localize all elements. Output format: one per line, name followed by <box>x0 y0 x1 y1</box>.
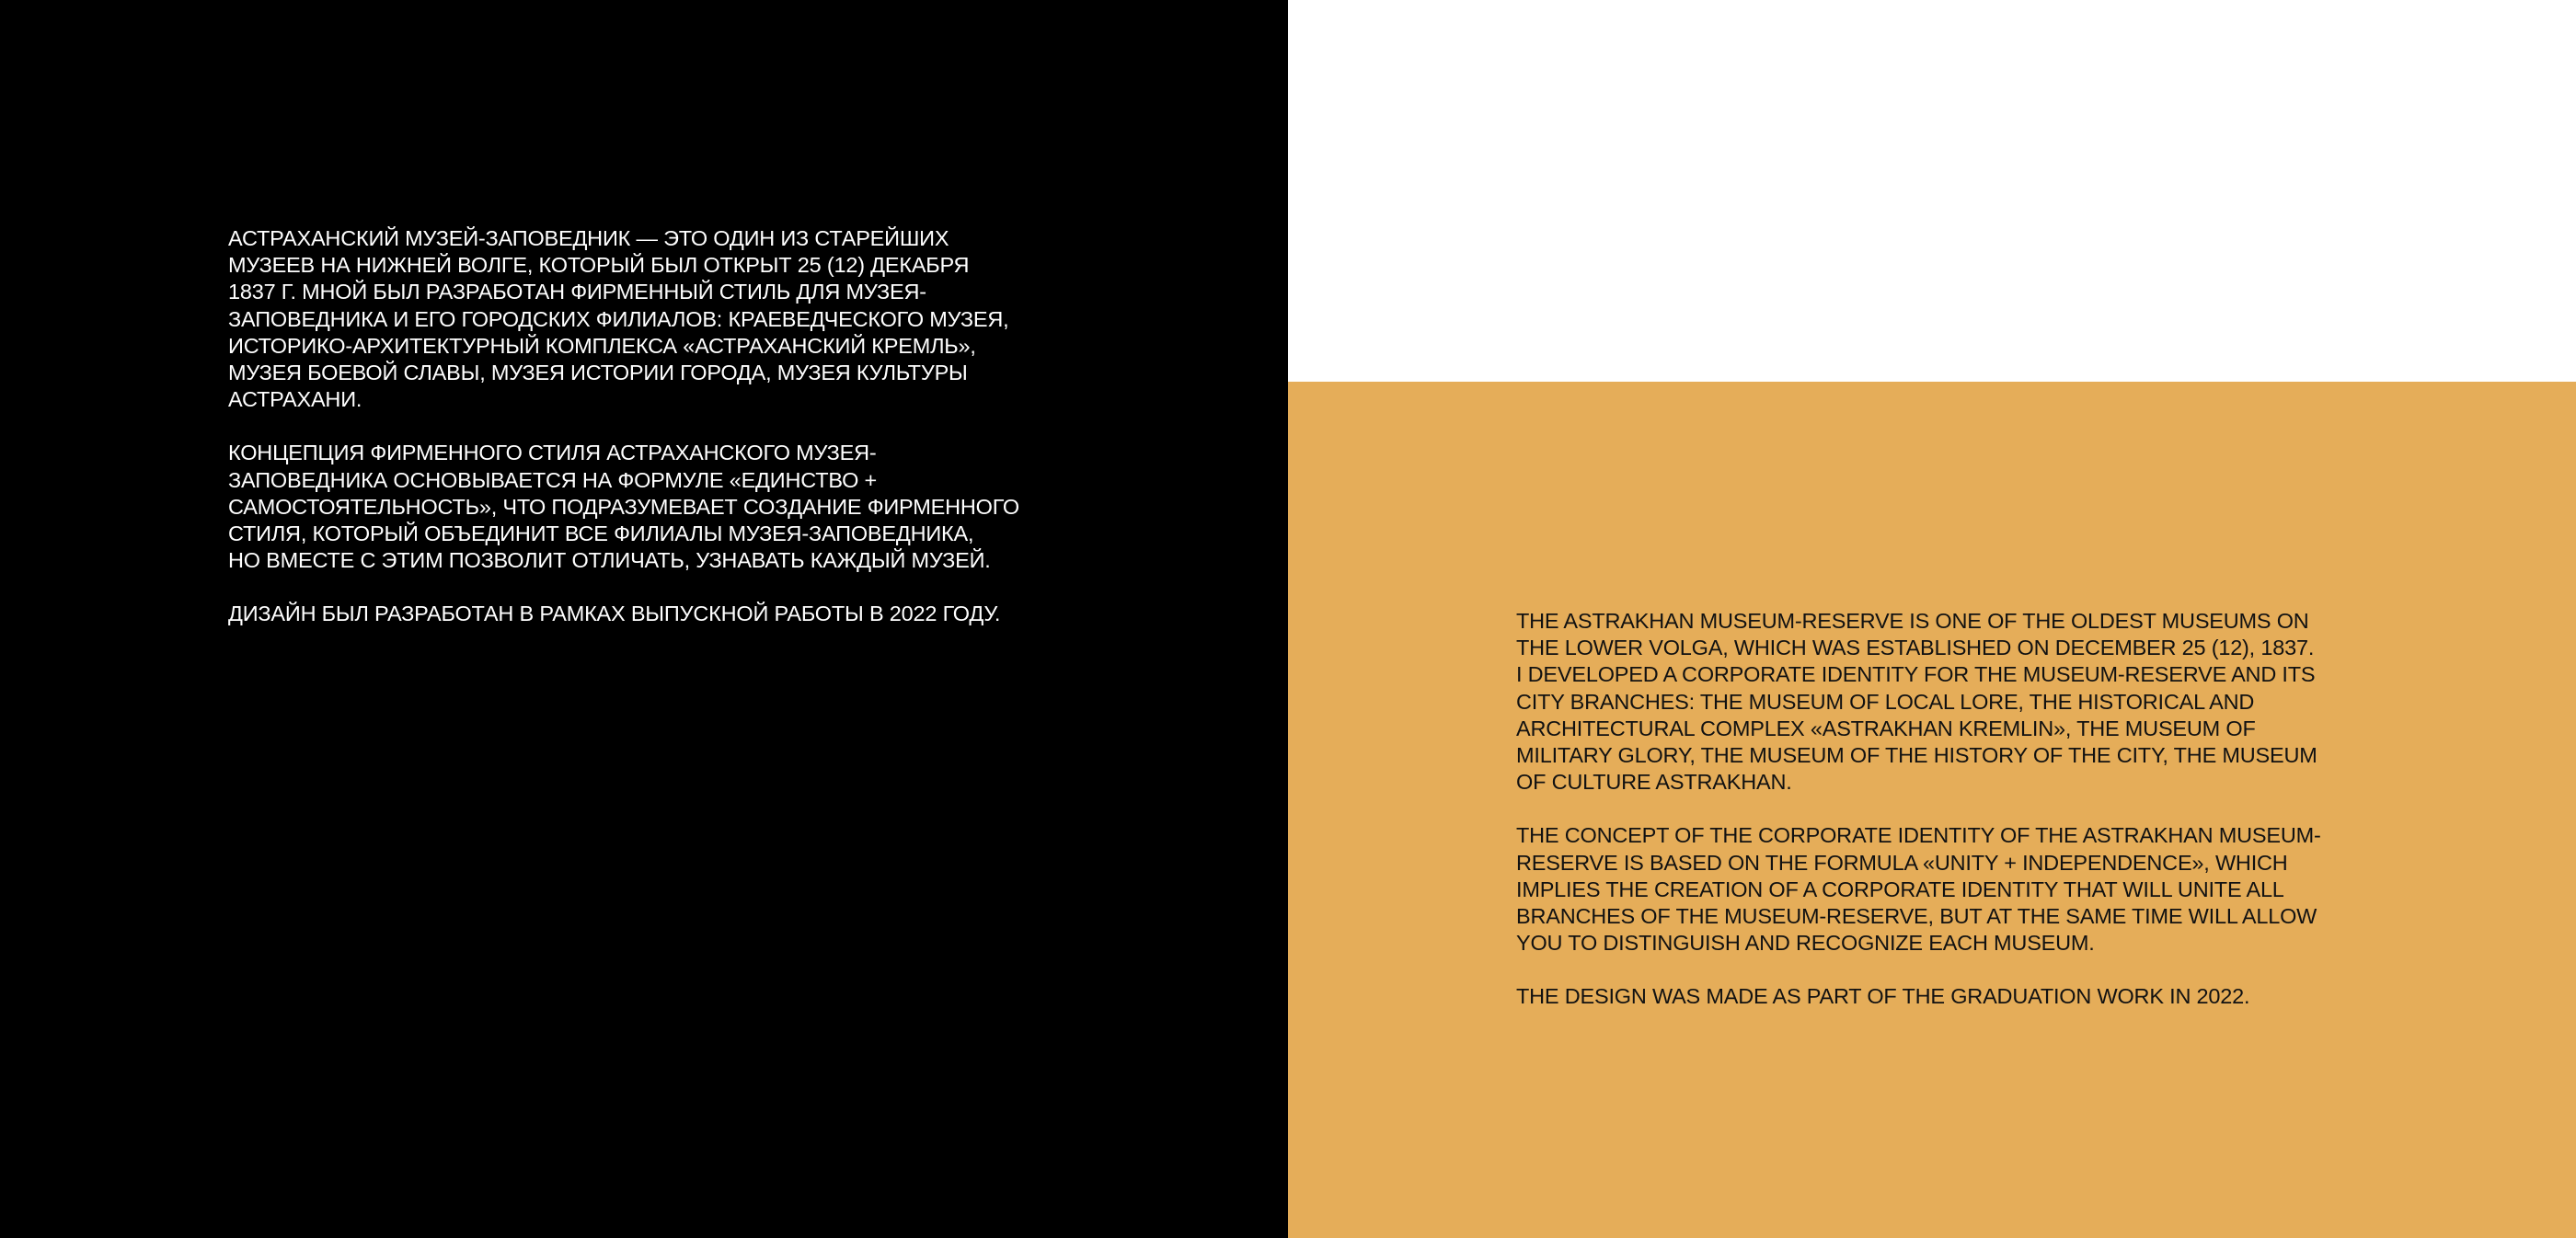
english-paragraph-intro: THE ASTRAKHAN MUSEUM-RESERVE IS ONE OF THE OLDEST MUSEUMS ON THE LOWER VOLGA, WHICH WAS ESTABLISHED ON DECEMBER 25 (12), 1837. I DEVELOPED A CORPORATE IDENTITY FOR THE MUSEUM-RESERVE AND ITS CITY BRANCHES: THE MUSEUM OF LOCAL LORE, THE HISTORICAL AND ARCHITECTURAL COMPLEX «ASTRAKHAN KREMLIN», THE MUSEUM OF MILITARY GLORY, THE MUSEUM OF THE HISTORY OF THE CITY, THE MUSEUM OF CULTURE ASTRAKHAN. <box>1516 609 2317 795</box>
right-white-panel <box>1288 0 2576 382</box>
english-description <box>1516 608 2344 1011</box>
russian-description <box>228 225 1056 628</box>
english-paragraph-concept: THE CONCEPT OF THE CORPORATE IDENTITY OF THE ASTRAKHAN MUSEUM- RESERVE IS BASED ON THE FORMULA «UNITY + INDEPENDENCE», WHICH IMPLIES THE CREATION OF A CORPORATE IDENTITY THAT WILL UNITE ALL BRANCHES OF THE MUSEUM-RESERVE, BUT AT THE SAME TIME WILL ALLOW YOU TO DISTINGUISH AND RECOGNIZE EACH MUSEUM. <box>1516 823 2321 956</box>
english-paragraph-graduation: THE DESIGN WAS MADE AS PART OF THE GRADUATION WORK IN 2022. <box>1516 984 2250 1009</box>
russian-paragraph-concept: КОНЦЕПЦИЯ ФИРМЕННОГО СТИЛЯ АСТРАХАНСКОГО МУЗЕЯ- ЗАПОВЕДНИКА ОСНОВЫВАЕТСЯ НА ФОРМУЛЕ «ЕДИНСТВО + САМОСТОЯТЕЛЬНОСТЬ», ЧТО ПОДРАЗУМЕВАЕТ СОЗДАНИЕ ФИРМЕННОГО СТИЛЯ, КОТОРЫЙ ОБЪЕДИНИТ ВСЕ ФИЛИАЛЫ МУЗЕЯ-ЗАПОВЕДНИКА, НО ВМЕСТЕ С ЭТИМ ПОЗВОЛИТ ОТЛИЧАТЬ, УЗНАВАТЬ КАЖДЫЙ МУЗЕЙ. <box>228 441 1020 573</box>
russian-paragraph-intro: АСТРАХАНСКИЙ МУЗЕЙ-ЗАПОВЕДНИК — ЭТО ОДИН ИЗ СТАРЕЙШИХ МУЗЕЕВ НА НИЖНЕЙ ВОЛГЕ, КОТОРЫЙ БЫЛ ОТКРЫТ 25 (12) ДЕКАБРЯ 1837 Г. МНОЙ БЫЛ РАЗРАБОТАН ФИРМЕННЫЙ СТИЛЬ ДЛЯ МУЗЕЯ- ЗАПОВЕДНИКА И ЕГО ГОРОДСКИХ ФИЛИАЛОВ: КРАЕВЕДЧЕСКОГО МУЗЕЯ, ИСТОРИКО-АРХИТЕКТУРНЫЙ КОМПЛЕКСА «АСТРАХАНСКИЙ КРЕМЛЬ», МУЗЕЯ БОЕВОЙ СЛАВЫ, МУЗЕЯ ИСТОРИИ ГОРОДА, МУЗЕЯ КУЛЬТУРЫ АСТРАХАНИ. <box>228 226 1009 412</box>
russian-paragraph-graduation: ДИЗАЙН БЫЛ РАЗРАБОТАН В РАМКАХ ВЫПУСКНОЙ РАБОТЫ В 2022 ГОДУ. <box>228 602 1001 626</box>
